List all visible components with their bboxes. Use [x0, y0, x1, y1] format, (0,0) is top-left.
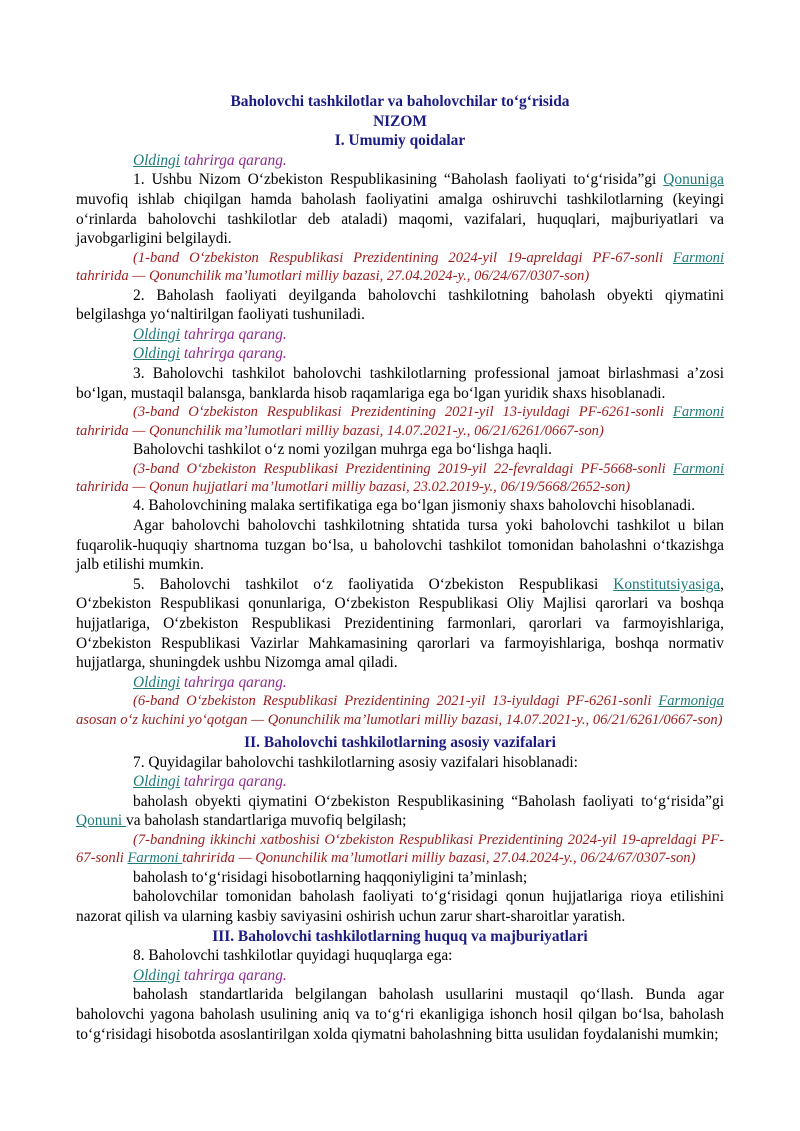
paragraph-text: , O‘zbekiston Respublikasi qonunlariga, O‘zbekiston Respublikasi Oliy Majlisi qarorlari va boshqa hujjatlariga, O‘zbekiston Respublikasi Prezidentining farmonlari, qarorlari va farmoyishlariga, O‘zbekiston Respublikasi Vazirlar Mahkamasining qarorlari va farmoyishlariga, boshqa normativ hujjatlarga, shuningdek ushbu Nizomga amal qiladi. [76, 575, 724, 672]
previous-edition-note [76, 151, 724, 171]
paragraph-7a [76, 792, 724, 831]
paragraph-text: muvofiq ishlab chiqilgan hamda baholash faoliyatini amalga oshiruvchi tashkilotlarning (keyingi o‘rinlarda baholovchi tashkilotlar deb ataladi) maqomi, vazifalari, huquqlari, majburiyatlari va javobgarligini belgilaydi. [76, 190, 724, 248]
edition-text: tahrirga qarang. [180, 773, 287, 791]
edition-text: tahrirga qarang. [180, 151, 287, 169]
paragraph-8: 8. Baholovchi tashkilotlar quyidagi huquqlarga ega: [133, 947, 453, 965]
edition-text: tahrirga qarang. [180, 325, 287, 343]
previous-edition-note [76, 772, 724, 792]
decree-link[interactable]: Farmoni [672, 404, 724, 421]
note-text: (7-bandning ikkinchi xatboshisi O‘zbekiston Respublikasi Prezidentining 2024-yil 19-apreldagi PF-67-sonli [76, 832, 724, 867]
edition-text: tahrirga qarang. [180, 345, 287, 363]
note-text: asosan o‘z kuchini yo‘qotgan — Qonunchilik ma’lumotlari milliy bazasi, 14.07.2021-y., 06/21/6261/0667-son) [76, 711, 723, 728]
decree-link[interactable]: Farmoni [672, 249, 724, 266]
amendment-note-6 [76, 692, 724, 729]
section-heading-2: II. Baholovchi tashkilotlarning asosiy vazifalari [244, 734, 556, 752]
note-text: (1-band O‘zbekiston Respublikasi Prezidentining 2024-yil 19-apreldagi PF-67-sonli [133, 249, 673, 266]
paragraph-text: va baholash standartlariga muvofiq belgilash; [126, 812, 407, 830]
paragraph-3: 3. Baholovchi tashkilot baholovchi tashkilotlarning professional jamoat birlashmasi a’zosi bo‘lgan, mustaqil balansga, banklarda hisob raqamlariga ega bo‘lgan yuridik shaxs hisoblanadi. [76, 364, 724, 402]
document-title: Baholovchi tashkilotlar va baholovchilar to‘g‘risida [230, 93, 570, 110]
decree-link[interactable]: Farmoniga [658, 693, 724, 710]
paragraph-8a: baholash standartlarida belgilangan baholash usullarini mustaqil qo‘llash. Bunda agar baholovchi yagona baholash usulining aniq va to‘g‘ri ekanligiga ishonch hosil qilgan bo‘lsa, baholash to‘g‘risidagi hisobotda asoslantirilgan xolda qiymatni baholashning bitta usulidan foydalanishi mumkin; [76, 986, 724, 1043]
previous-edition-link[interactable]: Oldingi [133, 773, 181, 791]
amendment-note-3b [76, 460, 724, 497]
paragraph-4b: Agar baholovchi baholovchi tashkilotning shtatida tursa yoki baholovchi tashkilot u bilan fuqarolik-huquqiy shartnoma tuzgan bo‘lsa, u baholovchi tashkilot tomonidan baholashni o‘tkazishga jalb etilishi mumkin. [76, 516, 724, 574]
previous-edition-link[interactable]: Oldingi [133, 151, 181, 169]
decree-link[interactable]: Farmoni [127, 850, 183, 867]
note-text: (6-band O‘zbekiston Respublikasi Prezidentining 2021-yil 13-iyuldagi PF-6261-sonli [133, 693, 659, 710]
amendment-note-1 [76, 249, 724, 286]
constitution-link[interactable]: Konstitutsiyasiga [613, 575, 721, 593]
edition-text: tahrirga qarang. [180, 673, 287, 691]
note-text: (3-band O‘zbekiston Respublikasi Prezidentining 2021-yil 13-iyuldagi PF-6261-sonli [133, 404, 673, 421]
note-text: tahririda — Qonun hujjatlari ma’lumotlari milliy bazasi, 23.02.2019-y., 06/19/5668/2652-son) [76, 478, 631, 495]
document-page [76, 92, 724, 1044]
previous-edition-note [76, 673, 724, 693]
previous-edition-note [76, 966, 724, 986]
law-link[interactable]: Qonuniga [663, 171, 724, 189]
paragraph-7: 7. Quyidagilar baholovchi tashkilotlarning asosiy vazifalari hisoblanadi: [133, 753, 578, 771]
section-heading-3: III. Baholovchi tashkilotlarning huquq va majburiyatlari [212, 927, 588, 945]
note-text: tahririda — Qonunchilik ma’lumotlari milliy bazasi, 27.04.2024-y., 06/24/67/0307-son) [76, 268, 590, 285]
paragraph-3-seal: Baholovchi tashkilot o‘z nomi yozilgan muhrga ega bo‘lishga haqli. [133, 440, 553, 458]
document-subtitle: NIZOM [373, 112, 427, 130]
section-heading-1: I. Umumiy qoidalar [334, 132, 466, 150]
note-text: (3-band O‘zbekiston Respublikasi Prezidentining 2019-yil 22-fevraldagi PF-5668-sonli [133, 460, 673, 477]
decree-link[interactable]: Farmoni [672, 460, 724, 477]
previous-edition-link[interactable]: Oldingi [133, 673, 181, 691]
previous-edition-link[interactable]: Oldingi [133, 345, 181, 363]
paragraph-text: 5. Baholovchi tashkilot o‘z faoliyatida O‘zbekiston Respublikasi [133, 575, 614, 593]
previous-edition-note [76, 325, 724, 345]
paragraph-text: 1. Ushbu Nizom O‘zbekiston Respublikasining “Baholash faoliyati to‘g‘risida”gi [133, 171, 664, 189]
paragraph-7c: baholovchilar tomonidan baholash faoliyati to‘g‘risidagi qonun hujjatlariga rioya etilishini nazorat qilish va ularning kasbiy saviyasini oshirish uchun zarur shart-sharoitlar yaratish. [76, 888, 724, 926]
paragraph-2: 2. Baholash faoliyati deyilganda baholovchi tashkilotning baholash obyekti qiymatini belgilashga yo‘naltirilgan faoliyati tushuniladi. [76, 286, 724, 324]
previous-edition-link[interactable]: Oldingi [133, 966, 181, 984]
paragraph-text: baholash obyekti qiymatini O‘zbekiston Respublikasining “Baholash faoliyati to‘g‘risida”gi [133, 792, 724, 810]
note-text: tahririda — Qonunchilik ma’lumotlari milliy bazasi, 27.04.2024-y., 06/24/67/0307-son) [182, 850, 696, 867]
paragraph-5 [76, 575, 724, 673]
amendment-note-7 [76, 831, 724, 868]
previous-edition-note [76, 344, 724, 364]
paragraph-7b: baholash to‘g‘risidagi hisobotlarning haqqoniyligini ta’minlash; [133, 868, 528, 886]
edition-text: tahrirga qarang. [180, 966, 287, 984]
amendment-note-3 [76, 403, 724, 440]
note-text: tahririda — Qonunchilik ma’lumotlari milliy bazasi, 14.07.2021-y., 06/21/6261/0667-son) [76, 422, 604, 439]
paragraph-1 [76, 170, 724, 248]
previous-edition-link[interactable]: Oldingi [133, 325, 181, 343]
paragraph-4: 4. Baholovchining malaka sertifikatiga ega bo‘lgan jismoniy shaxs baholovchi hisoblanadi. [133, 497, 696, 515]
law-link[interactable]: Qonuni [76, 812, 127, 830]
